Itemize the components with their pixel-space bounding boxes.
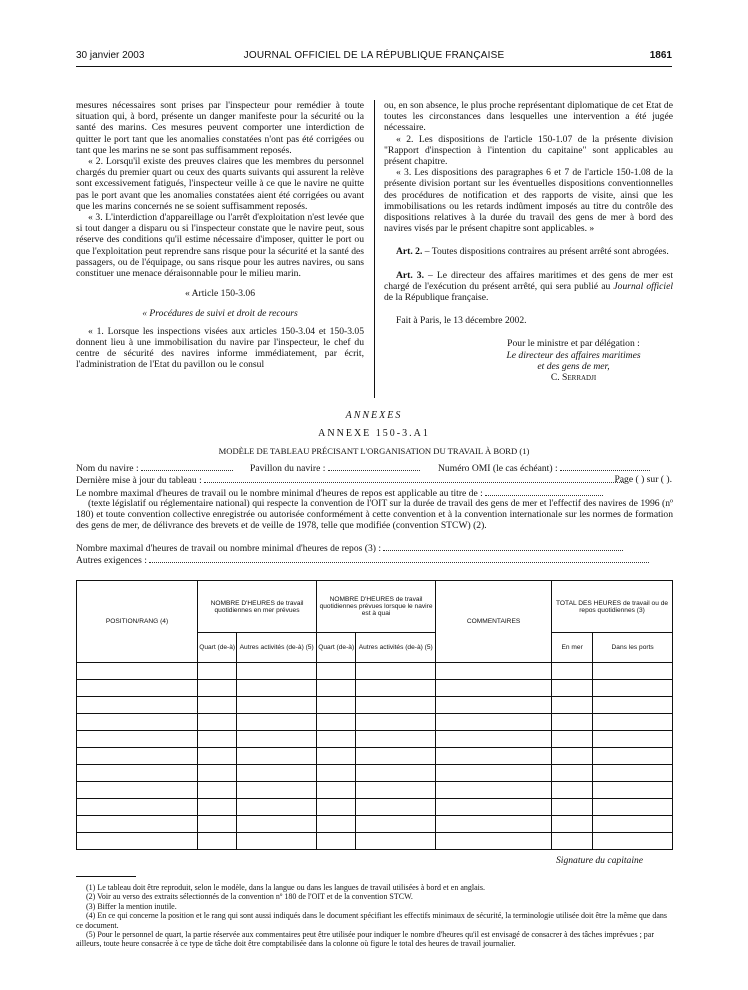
left-para-1: mesures nécessaires sont prises par l'inspecteur pour remédier à toute situation qui, à bord, présente un danger manifeste pour la sécurité ou la santé des marins. Ces mesures peuvent comporter une interdiction de quitter le port tant que les anomalies constatées n'ont pas été corrigées ou tant que les marins ne se sont pas suffisamment reposés.: [76, 100, 364, 156]
cell[interactable]: [356, 748, 436, 765]
model-title: MODÈLE DE TABLEAU PRÉCISANT L'ORGANISATION DU TRAVAIL À BORD (1): [218, 446, 530, 456]
cell[interactable]: [198, 765, 237, 782]
footnote-rule: [76, 876, 136, 877]
cell[interactable]: [552, 799, 593, 816]
left-para-2: « 2. Lorsqu'il existe des preuves claires que les membres du personnel chargés du premier quart ou ceux des quarts suivants qui assurent la relève sont excessivement fatigués, l'inspecteur veille à ce que le navire ne quitte pas le port avant que les anomalies constatées aient été corrigées ou avant que les marins concernés ne se soient suffisamment reposés.: [76, 156, 364, 212]
art3-text-b: de la République française.: [384, 292, 489, 304]
cell[interactable]: [198, 731, 237, 748]
sig-name: C. Serradji: [550, 372, 597, 384]
cell[interactable]: [317, 765, 356, 782]
form-derniere-line: [76, 474, 624, 486]
cell[interactable]: [198, 697, 237, 714]
cell[interactable]: [237, 782, 317, 799]
form-pavillon-label: Pavillon du navire :: [250, 463, 326, 474]
form-omi-label: Numéro OMI (le cas échéant) :: [438, 463, 558, 474]
footnote-2: (2) Voir au verso des extraits sélectionnés de la convention nº 180 de l'OIT et de la convention STCW.: [86, 892, 413, 902]
table-row: [77, 748, 673, 765]
th-quai-quart: Quart (de-à): [317, 633, 356, 663]
cell[interactable]: [317, 714, 356, 731]
table-row: [77, 714, 673, 731]
cell[interactable]: [317, 680, 356, 697]
sig-line-3: et des gens de mer,: [537, 360, 610, 372]
table-row: [77, 833, 673, 850]
cell[interactable]: [77, 714, 198, 731]
cell[interactable]: [77, 799, 198, 816]
cell[interactable]: [436, 731, 552, 748]
cell[interactable]: [552, 833, 593, 850]
header-date: 30 janvier 2003: [76, 50, 145, 61]
page-header: [76, 50, 672, 64]
article-heading: « Article 150-3.06: [184, 288, 256, 300]
cell[interactable]: [237, 748, 317, 765]
table-row: [77, 782, 673, 799]
cell[interactable]: [593, 782, 673, 799]
left-para-4: « 1. Lorsque les inspections visées aux articles 150-3.04 et 150-3.05 donnent lieu à une immobilisation du navire par l'inspecteur, le chef du centre de sécurité des navires informe immédiatement, par écrit, l'administration de l'Etat du pavillon ou le consul: [76, 325, 364, 371]
cell[interactable]: [356, 663, 436, 680]
cell[interactable]: [593, 731, 673, 748]
annexe-number: ANNEXE 150-3.A1: [318, 428, 430, 439]
form-page-label: Page ( ) sur ( ).: [614, 474, 672, 485]
cell[interactable]: [552, 748, 593, 765]
cell[interactable]: [436, 816, 552, 833]
cell[interactable]: [552, 680, 593, 697]
cell[interactable]: [77, 782, 198, 799]
cell[interactable]: [436, 680, 552, 697]
nombre-max-field[interactable]: [485, 487, 603, 496]
th-mer-autres: Autres activités (de-à) (5): [237, 633, 317, 663]
footnote-1: (1) Le tableau doit être reproduit, selon le modèle, dans la langue ou dans les langues de travail utilisées à bord et en anglais.: [86, 883, 485, 892]
th-total-mer: En mer: [552, 633, 593, 663]
cell[interactable]: [552, 697, 593, 714]
sig-line-1: Pour le ministre et par délégation :: [507, 338, 640, 350]
article-2: [384, 246, 673, 257]
pavillon-field[interactable]: [328, 462, 420, 471]
table-row: [77, 697, 673, 714]
cell[interactable]: [593, 816, 673, 833]
cell[interactable]: [356, 833, 436, 850]
form-autres-label: Autres exigences :: [76, 555, 147, 566]
right-column: [384, 100, 673, 383]
cell[interactable]: [552, 731, 593, 748]
cell[interactable]: [198, 799, 237, 816]
form-nombre3-line: [76, 542, 673, 554]
cell[interactable]: [317, 799, 356, 816]
cell[interactable]: [436, 663, 552, 680]
cell[interactable]: [356, 816, 436, 833]
cell[interactable]: [436, 697, 552, 714]
cell[interactable]: [593, 748, 673, 765]
table-row: [77, 816, 673, 833]
cell[interactable]: [198, 714, 237, 731]
cell[interactable]: [237, 799, 317, 816]
form-nombre-max-label: Le nombre maximal d'heures de travail ou le nombre minimal d'heures de repos est applicable au titre de :: [76, 488, 483, 499]
signature-capitaine: Signature du capitaine: [556, 855, 644, 866]
cell[interactable]: [356, 765, 436, 782]
cell[interactable]: [436, 782, 552, 799]
cell[interactable]: [77, 663, 198, 680]
cell[interactable]: [552, 816, 593, 833]
th-mer-quart: Quart (de-à): [198, 633, 237, 663]
table-header-row: [77, 581, 673, 633]
cell[interactable]: [198, 782, 237, 799]
header-rule: [76, 66, 672, 67]
cell[interactable]: [237, 714, 317, 731]
cell[interactable]: [552, 782, 593, 799]
cell[interactable]: [237, 680, 317, 697]
cell[interactable]: [237, 765, 317, 782]
cell[interactable]: [356, 680, 436, 697]
right-para-2: « 2. Les dispositions de l'article 150-1.07 de la présente division "Rapport d'inspection à l'intention du capitaine" sont applicables au présent chapitre.: [384, 133, 673, 168]
autres-field[interactable]: [149, 554, 649, 563]
footnote-4: (4) En ce qui concerne la position et le rang qui sont aussi indiqués dans le document spécifiant les effectifs minimaux de sécurité, la terminologie utilisée doit être la même que dans ce document.: [76, 911, 668, 930]
cell[interactable]: [593, 680, 673, 697]
art3-journal: Journal officiel: [613, 280, 673, 292]
art3-label: Art. 3.: [396, 269, 425, 281]
cell[interactable]: [593, 663, 673, 680]
footnote-3: (3) Biffer la mention inutile.: [86, 901, 177, 911]
cell[interactable]: [77, 833, 198, 850]
form-texte: (texte législatif ou réglementaire national) qui respecte la convention de l'OIT sur la durée de travail des gens de mer et l'effectif des navires de 1996 (nº 180) et toute convention collective enregistrée ou autorisée conformément à cette convention et à la convention internationale sur les normes de formation des gens de mer, de délivrance des brevets et de veille de 1978, telle que modifiée (convention STCW) (2).: [76, 498, 673, 531]
art3-text-a: – Le directeur des affaires maritimes et des gens de mer est chargé de l'exécution du présent arrêté, qui sera publié au: [384, 269, 674, 292]
th-total-ports: Dans les ports: [593, 633, 673, 663]
cell[interactable]: [317, 731, 356, 748]
cell[interactable]: [198, 663, 237, 680]
cell[interactable]: [436, 714, 552, 731]
cell[interactable]: [436, 748, 552, 765]
cell[interactable]: [317, 663, 356, 680]
cell[interactable]: [237, 731, 317, 748]
table-row: [77, 731, 673, 748]
footnote-5: (5) Pour le personnel de quart, la partie réservée aux commentaires peut être utilisée pour indiquer le nombre d'heures qu'il est envisagé de consacrer à des tâches imprévues ; par ailleurs, toute heure consacrée à ce type de tâche doit être comptabilisée dans la colonne où figure le total des heures de travail journalier.: [76, 930, 654, 949]
cell[interactable]: [198, 748, 237, 765]
cell[interactable]: [552, 714, 593, 731]
cell[interactable]: [436, 765, 552, 782]
cell[interactable]: [356, 714, 436, 731]
cell[interactable]: [237, 816, 317, 833]
form-pavillon-line: [250, 462, 420, 474]
cell[interactable]: [436, 833, 552, 850]
cell[interactable]: [593, 799, 673, 816]
omi-field[interactable]: [560, 462, 650, 471]
cell[interactable]: [317, 748, 356, 765]
form-derniere-label: Dernière mise à jour du tableau :: [76, 475, 202, 486]
cell[interactable]: [77, 697, 198, 714]
art2-label: Art. 2.: [396, 246, 423, 258]
right-para-3: « 3. Les dispositions des paragraphes 6 et 7 de l'article 150-1.08 de la présente division portant sur les éventuelles dispositions conventionnelles des procédures de notification et des rapports de visite, ainsi que les immobilisations ou les retards indûment imposés au titre du contrôle des dispositions relatives à la durée du travail des gens de mer à bord des navires visés par le présent chapitre sont applicables. »: [384, 167, 673, 235]
th-mer: NOMBRE D'HEURES de travail quotidiennes en mer prévues: [198, 581, 317, 633]
cell[interactable]: [198, 680, 237, 697]
cell[interactable]: [77, 748, 198, 765]
th-quai: NOMBRE D'HEURES de travail quotidiennes prévues lorsque le navire est à quai: [317, 581, 436, 633]
table-row: [77, 680, 673, 697]
footnotes: [76, 883, 676, 949]
cell[interactable]: [237, 697, 317, 714]
form-autres-line: [76, 554, 673, 566]
cell[interactable]: [593, 833, 673, 850]
cell[interactable]: [237, 833, 317, 850]
nombre3-field[interactable]: [383, 542, 623, 551]
cell[interactable]: [356, 782, 436, 799]
cell[interactable]: [552, 663, 593, 680]
form-nom-label: Nom du navire :: [76, 463, 139, 474]
left-para-3: « 3. L'interdiction d'appareillage ou l'arrêt d'exploitation n'est levée que si tout danger a disparu ou si l'inspecteur constate que le navire peut, sous réserve des conditions qu'il estime nécessaire d'imposer, quitter le port ou que l'exploitation peut reprendre sans risque pour la sécurité et la santé des passagers, ou de l'équipage, ou sans risque pour les autres navires, ou sans constituer une menace déraisonnable pour le milieu marin.: [76, 212, 364, 280]
art2-text: – Toutes dispositions contraires au présent arrêté sont abrogées.: [422, 246, 669, 258]
cell[interactable]: [356, 697, 436, 714]
cell[interactable]: [198, 816, 237, 833]
page-number: 1861: [649, 50, 672, 61]
column-divider: [374, 100, 375, 398]
th-commentaires: COMMENTAIRES: [436, 581, 552, 663]
work-organisation-table: [76, 580, 673, 850]
cell[interactable]: [317, 816, 356, 833]
cell[interactable]: [552, 765, 593, 782]
cell[interactable]: [593, 765, 673, 782]
cell[interactable]: [436, 799, 552, 816]
form-nom-line: [76, 462, 233, 474]
cell[interactable]: [198, 833, 237, 850]
sig-line-2: Le directeur des affaires maritimes: [506, 349, 641, 361]
signature-block: [474, 338, 673, 383]
th-total: TOTAL DES HEURES de travail ou de repos quotidiennes (3): [552, 581, 673, 633]
cell[interactable]: [356, 799, 436, 816]
annexes-title: ANNEXES: [345, 410, 403, 421]
right-para-1: ou, en son absence, le plus proche représentant diplomatique de cet Etat de toutes les circonstances dans lesquelles une intervention a été jugée nécessaire.: [384, 100, 673, 134]
cell[interactable]: [77, 731, 198, 748]
form-nombre3-label: Nombre maximal d'heures de travail ou nombre minimal d'heures de repos (3) :: [76, 543, 382, 554]
table-row: [77, 663, 673, 680]
article-3: [384, 270, 673, 304]
form-omi-line: [438, 462, 650, 474]
cell[interactable]: [317, 833, 356, 850]
cell[interactable]: [317, 782, 356, 799]
fait-a-paris: Fait à Paris, le 13 décembre 2002.: [396, 315, 527, 327]
nom-field[interactable]: [141, 462, 233, 471]
derniere-field[interactable]: [204, 474, 624, 483]
table-row: [77, 765, 673, 782]
cell[interactable]: [317, 697, 356, 714]
table-row: [77, 799, 673, 816]
cell[interactable]: [77, 765, 198, 782]
cell[interactable]: [77, 816, 198, 833]
cell[interactable]: [593, 697, 673, 714]
th-quai-autres: Autres activités (de-à) (5): [356, 633, 436, 663]
cell[interactable]: [77, 680, 198, 697]
cell[interactable]: [356, 731, 436, 748]
cell[interactable]: [237, 663, 317, 680]
journal-title: JOURNAL OFFICIEL DE LA RÉPUBLIQUE FRANÇAISE: [243, 50, 505, 61]
cell[interactable]: [593, 714, 673, 731]
th-position: POSITION/RANG (4): [77, 581, 198, 663]
article-subtitle: « Procédures de suivi et droit de recours: [142, 308, 298, 320]
left-column: [76, 100, 364, 370]
